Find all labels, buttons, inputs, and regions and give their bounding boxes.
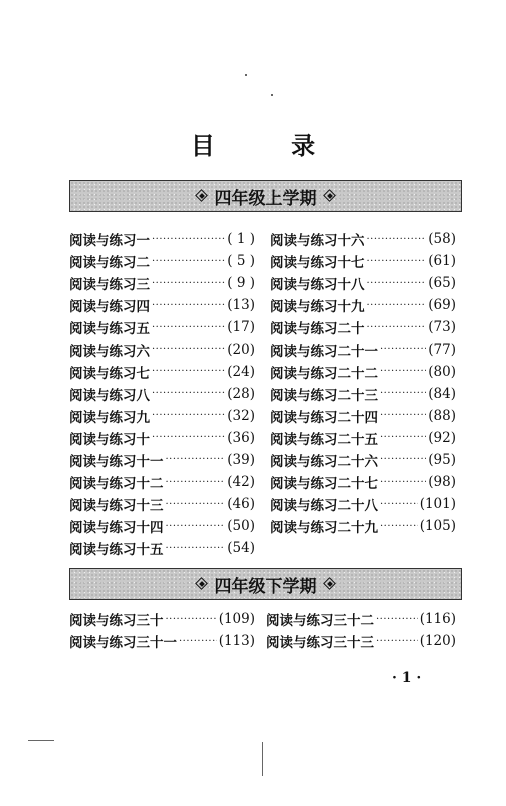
toc-entry-page: (73) [428, 319, 456, 336]
toc-entry [69, 338, 255, 360]
scan-speck [245, 74, 247, 76]
toc-entry-page: (113) [218, 633, 255, 650]
dot-leader [367, 278, 427, 289]
toc-entry-page: (92) [428, 429, 456, 446]
toc-entry-label: 阅读与练习二十四 [270, 409, 378, 426]
toc-entry [69, 427, 255, 449]
toc-entry-page: (36) [227, 429, 255, 446]
dot-leader [380, 410, 426, 421]
dot-leader [166, 477, 226, 488]
toc-entry-label: 阅读与练习十三 [69, 498, 164, 515]
scan-speck [28, 740, 54, 741]
toc-entry-page: (116) [419, 611, 456, 628]
toc-entry-page: (77) [428, 341, 456, 358]
toc-entry-page: (24) [227, 363, 255, 380]
toc-entry [69, 361, 255, 383]
dot-leader [152, 322, 225, 333]
scan-speck [271, 94, 273, 96]
toc-entry-label: 阅读与练习八 [69, 387, 150, 404]
section-banner-upper-term [69, 180, 462, 212]
toc-entry-label: 阅读与练习十二 [69, 476, 164, 493]
toc-entry-label: 阅读与练习五 [69, 321, 150, 338]
toc-entry-label: 阅读与练习三十二 [266, 613, 374, 630]
toc-entry-page: (120) [419, 633, 456, 650]
section-heading: 四年级下学期 [214, 576, 317, 597]
toc-entry-label: 阅读与练习十八 [270, 277, 365, 294]
toc-entry-page: (28) [227, 385, 255, 402]
toc-entry-label: 阅读与练习十九 [270, 299, 365, 316]
toc-entry-label: 阅读与练习三十一 [69, 635, 177, 652]
toc-entry [270, 405, 456, 427]
toc-entry-page: (20) [227, 341, 255, 358]
dot-leader [166, 614, 217, 625]
dot-leader [376, 614, 418, 625]
toc-entry [69, 608, 255, 630]
toc-entry [270, 272, 456, 294]
toc-entry [69, 250, 255, 272]
toc-entry [69, 493, 255, 515]
toc-entry-label: 阅读与练习三十 [69, 613, 164, 630]
diamond-ornament-icon [195, 577, 209, 591]
dot-leader [367, 300, 427, 311]
toc-entry [270, 361, 456, 383]
section-banner-lower-term [69, 568, 462, 600]
toc-entry [270, 449, 456, 471]
toc-entry-label: 阅读与练习二十八 [270, 498, 378, 515]
toc-entry-label: 阅读与练习三十三 [266, 635, 374, 652]
dot-leader [152, 388, 225, 399]
toc-entry-page: (88) [428, 407, 456, 424]
toc-entry-label: 阅读与练习十六 [270, 233, 365, 250]
toc-entry [69, 471, 255, 493]
toc-entry [266, 630, 456, 652]
toc-entry [69, 630, 255, 652]
toc-entry-label: 阅读与练习四 [69, 299, 150, 316]
toc-entry [266, 608, 456, 630]
toc-entry-page: (13) [227, 297, 255, 314]
toc-entry [270, 316, 456, 338]
toc-entry-label: 阅读与练习二十三 [270, 387, 378, 404]
dot-leader [166, 499, 226, 510]
toc-entry [270, 515, 456, 537]
toc-entry-page: ( 5 ) [227, 253, 255, 270]
toc-entry-label: 阅读与练习二十七 [270, 476, 378, 493]
toc-entry-page: (109) [218, 611, 255, 628]
toc-column-right [270, 228, 456, 537]
toc-entry-label: 阅读与练习二十 [270, 321, 365, 338]
toc-entry-label: 阅读与练习十五 [69, 542, 164, 559]
toc-column-left [69, 228, 255, 559]
toc-entry-page: ( 1 ) [227, 231, 255, 248]
diamond-ornament-icon [195, 189, 209, 203]
dot-leader [152, 278, 225, 289]
dot-leader [152, 366, 225, 377]
diamond-ornament-icon [323, 577, 337, 591]
dot-leader [166, 521, 226, 532]
dot-leader [380, 366, 426, 377]
toc-entry-label: 阅读与练习十七 [270, 255, 365, 272]
dot-leader [152, 410, 225, 421]
dot-leader [152, 432, 225, 443]
toc-entry [270, 294, 456, 316]
toc-entry-label: 阅读与练习二 [69, 255, 150, 272]
toc-entry-page: (101) [419, 496, 456, 513]
toc-entry-label: 阅读与练习二十一 [270, 343, 378, 360]
toc-entry-label: 阅读与练习七 [69, 365, 150, 382]
dot-leader [380, 454, 426, 465]
dot-leader [380, 432, 426, 443]
toc-entry-page: (50) [227, 518, 255, 535]
toc-entry [270, 493, 456, 515]
toc-entry-label: 阅读与练习二十二 [270, 365, 378, 382]
toc-entry-label: 阅读与练习一 [69, 233, 150, 250]
toc-entry-label: 阅读与练习六 [69, 343, 150, 360]
dot-leader [166, 454, 226, 465]
page-title: 目 录 [190, 132, 350, 160]
toc-entry-page: (61) [428, 253, 456, 270]
toc-entry [69, 449, 255, 471]
dot-leader [380, 499, 418, 510]
toc-entry-page: (98) [428, 474, 456, 491]
toc-entry-label: 阅读与练习二十六 [270, 453, 378, 470]
dot-leader [152, 344, 225, 355]
dot-leader [367, 322, 427, 333]
toc-entry [270, 228, 456, 250]
toc-entry-page: (69) [428, 297, 456, 314]
diamond-ornament-icon [323, 189, 337, 203]
toc-entry-page: (105) [419, 518, 456, 535]
dot-leader [380, 388, 426, 399]
toc-entry-label: 阅读与练习十四 [69, 520, 164, 537]
toc-entry-label: 阅读与练习九 [69, 409, 150, 426]
toc-entry-page: (80) [428, 363, 456, 380]
toc-entry [270, 338, 456, 360]
toc-entry-page: (95) [428, 451, 456, 468]
toc-entry-label: 阅读与练习三 [69, 277, 150, 294]
toc-entry-page: (39) [227, 451, 255, 468]
dot-leader [179, 636, 217, 647]
toc-entry-page: (46) [227, 496, 255, 513]
toc-entry-page: (65) [428, 275, 456, 292]
toc-entry [69, 228, 255, 250]
dot-leader [376, 636, 418, 647]
toc-entry [69, 405, 255, 427]
toc-column-right [266, 608, 456, 652]
section-heading: 四年级上学期 [214, 188, 317, 209]
toc-entry-label: 阅读与练习二十九 [270, 520, 378, 537]
toc-entry [69, 515, 255, 537]
toc-entry-page: (42) [227, 474, 255, 491]
dot-leader [380, 521, 418, 532]
toc-entry [69, 272, 255, 294]
toc-entry-page: (84) [428, 385, 456, 402]
dot-leader [166, 543, 226, 554]
page-number: · 1 · [392, 670, 422, 686]
toc-entry-label: 阅读与练习二十五 [270, 431, 378, 448]
dot-leader [367, 234, 427, 245]
toc-entry-label: 阅读与练习十 [69, 431, 150, 448]
toc-entry-page: (32) [227, 407, 255, 424]
dot-leader [367, 256, 427, 267]
dot-leader [152, 234, 225, 245]
dot-leader [152, 256, 225, 267]
toc-entry-page: (58) [428, 231, 456, 248]
toc-entry [270, 427, 456, 449]
toc-entry-page: (17) [227, 319, 255, 336]
toc-entry-page: (54) [227, 540, 255, 557]
toc-entry [270, 471, 456, 493]
toc-entry [69, 316, 255, 338]
dot-leader [380, 477, 426, 488]
toc-entry-label: 阅读与练习十一 [69, 453, 164, 470]
toc-entry [69, 383, 255, 405]
toc-column-left [69, 608, 255, 652]
toc-entry [270, 250, 456, 272]
dot-leader [380, 344, 426, 355]
scan-speck [262, 742, 263, 776]
dot-leader [152, 300, 225, 311]
toc-entry-page: ( 9 ) [227, 275, 255, 292]
toc-entry [69, 294, 255, 316]
toc-entry [69, 537, 255, 559]
toc-entry [270, 383, 456, 405]
